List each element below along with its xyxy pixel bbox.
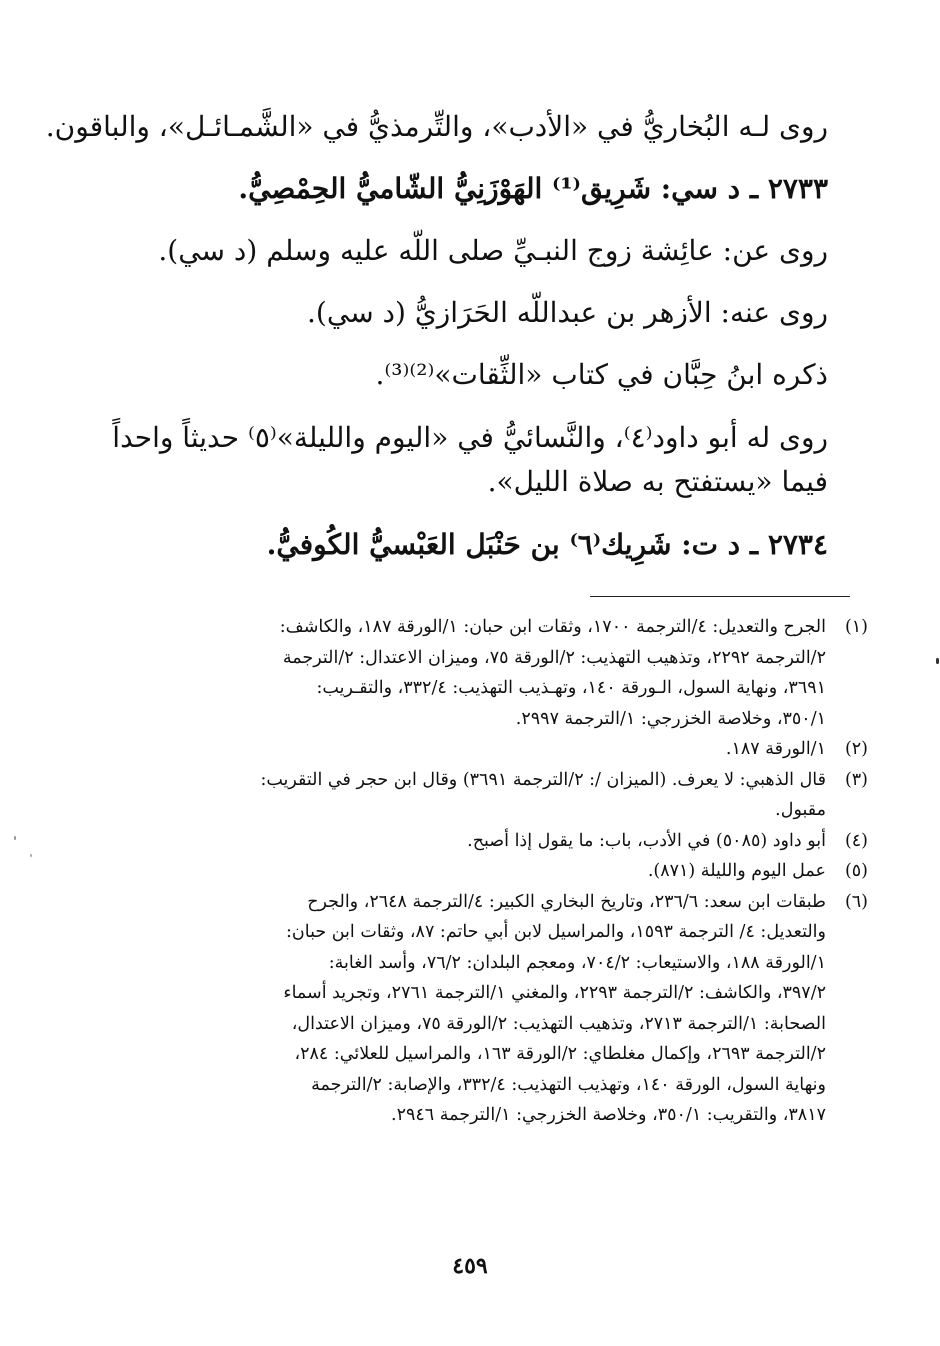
footnote-line: ونهاية السول، الورقة ١٤٠، وتهذيب التهذيب: ٣٣٢/٤، والإصابة: ٢/الترجمة — [311, 1074, 826, 1095]
footnote-line: والتعديل: ٤/ الترجمة ١٥٩٣، والمراسيل لابن أبي حاتم: ٨٧، وثقات ابن حبان: — [285, 922, 826, 942]
footnote-text — [158, 826, 826, 857]
footnote-3 — [158, 765, 868, 826]
footnote-number: (٣) — [844, 769, 868, 790]
footnote-5 — [158, 856, 868, 887]
footnote-divider — [590, 596, 850, 597]
footnote-2 — [158, 734, 868, 765]
scan-speck — [14, 836, 16, 840]
footnote-number: (١) — [844, 617, 868, 637]
footnote-line: مقبول. — [775, 800, 826, 820]
footnote-line: ٢/الترجمة ٢٦٩٣، وإكمال مغلطاي: ٢/الورقة ١٦٣، والمراسيل للعلائي: ٢٨٤، — [294, 1044, 826, 1064]
footnote-line: ٣٥٠/١، وخلاصة الخزرجي: ١/الترجمة ٢٩٩٧. — [515, 708, 826, 729]
footnote-line: ٣٦٩١، ونهاية السول، الـورقة ١٤٠، وتهـذيب التهذيب: ٣٣٢/٤، والتقـريب: — [316, 678, 826, 698]
main-line: فيما «يستفتح به صلاة الليل». — [487, 465, 828, 498]
footnote-line: ١/الورقة ١٨٧. — [725, 739, 826, 759]
main-line: ذكره ابنُ حِبَّان في كتاب «الثِّقات»⁽²⁾⁽³⁾. — [375, 358, 828, 391]
entry-heading-2734: ٢٧٣٤ ـ د ت: شَرِيك⁽٦⁾ بن حَنْبَل العَبْسيُّ الكُوفيُّ. — [266, 528, 828, 561]
footnote-line: الجرح والتعديل: ٤/الترجمة ١٧٠٠، وثقات ابن حبان: ١/الورقة ١٨٧، والكاشف: — [279, 617, 826, 637]
footnote-line: قال الذهبي: لا يعرف. (الميزان /: ٢/الترجمة ٣٦٩١) وقال ابن حجر في التقريب: — [260, 769, 826, 790]
entry-heading-2733: ٢٧٣٣ ـ د سي: شَرِيق⁽¹⁾ الهَوْزَنِيُّ الشّاميُّ الحِمْصِيُّ. — [238, 172, 828, 205]
footnote-line: أبو داود (٥٠٨٥) في الأدب، باب: ما يقول إذا أصبح. — [467, 830, 826, 851]
footnote-4 — [158, 826, 868, 857]
main-line: روى لـه البُخاريُّ في «الأدب»، والتِّرمذيُّ في «الشَّمـائـل»، والباقون. — [45, 110, 828, 143]
footnote-1 — [158, 612, 868, 734]
footnote-6 — [158, 887, 868, 1131]
footnote-number: (٢) — [844, 739, 868, 759]
footnote-number: (٦) — [844, 891, 868, 912]
main-text-block — [45, 96, 828, 576]
scan-speck — [936, 658, 939, 664]
page-number: ٤٥٩ — [452, 1253, 488, 1279]
footnote-text — [158, 856, 826, 887]
footnote-number: (٥) — [844, 861, 868, 881]
footnote-number: (٤) — [844, 830, 868, 851]
scan-speck — [30, 854, 32, 857]
footnote-line: طبقات ابن سعد: ٢٣٦/٦، وتاريخ البخاري الكبير: ٤/الترجمة ٢٦٤٨، والجرح — [307, 891, 826, 912]
footnote-line: ٢/الترجمة ٢٢٩٢، وتذهيب التهذيب: ٢/الورقة ٧٥، وميزان الاعتدال: ٢/الترجمة — [282, 647, 826, 668]
footnote-text — [158, 887, 826, 1131]
footnotes-block — [158, 612, 868, 1131]
footnote-text — [158, 765, 826, 826]
footnote-line: الصحابة: ١/الترجمة ٢٧١٣، وتذهيب التهذيب: ٢/الورقة ٧٥، وميزان الاعتدال، — [291, 1013, 826, 1034]
footnote-line: ٣٨١٧، والتقريب: ٣٥٠/١، وخلاصة الخزرجي: ١/الترجمة ٢٩٤٦. — [391, 1105, 826, 1125]
main-line: روى عنه: الأزهر بن عبداللّه الحَرَازيُّ (د سي). — [307, 296, 828, 329]
footnote-text — [158, 612, 826, 734]
main-line: روى له أبو داود⁽٤⁾، والنَّسائيُّ في «اليوم والليلة»⁽٥⁾ حديثاً واحداً — [112, 421, 828, 454]
footnote-line: ١/الورقة ١٨٨، والاستيعاب: ٧٠٤/٢، ومعجم البلدان: ٧٦/٢، وأسد الغابة: — [328, 952, 826, 973]
main-line: روى عن: عائِشة زوج النبـيِّ صلى اللّه عليه وسلم (د سي). — [158, 234, 828, 267]
footnote-line: ٣٩٧/٢، والكاشف: ٢/الترجمة ٢٢٩٣، والمغني ١/الترجمة ٢٧٦١، وتجريد أسماء — [283, 983, 826, 1003]
footnote-text — [158, 734, 826, 765]
footnote-line: عمل اليوم والليلة (٨٧١). — [647, 861, 826, 881]
